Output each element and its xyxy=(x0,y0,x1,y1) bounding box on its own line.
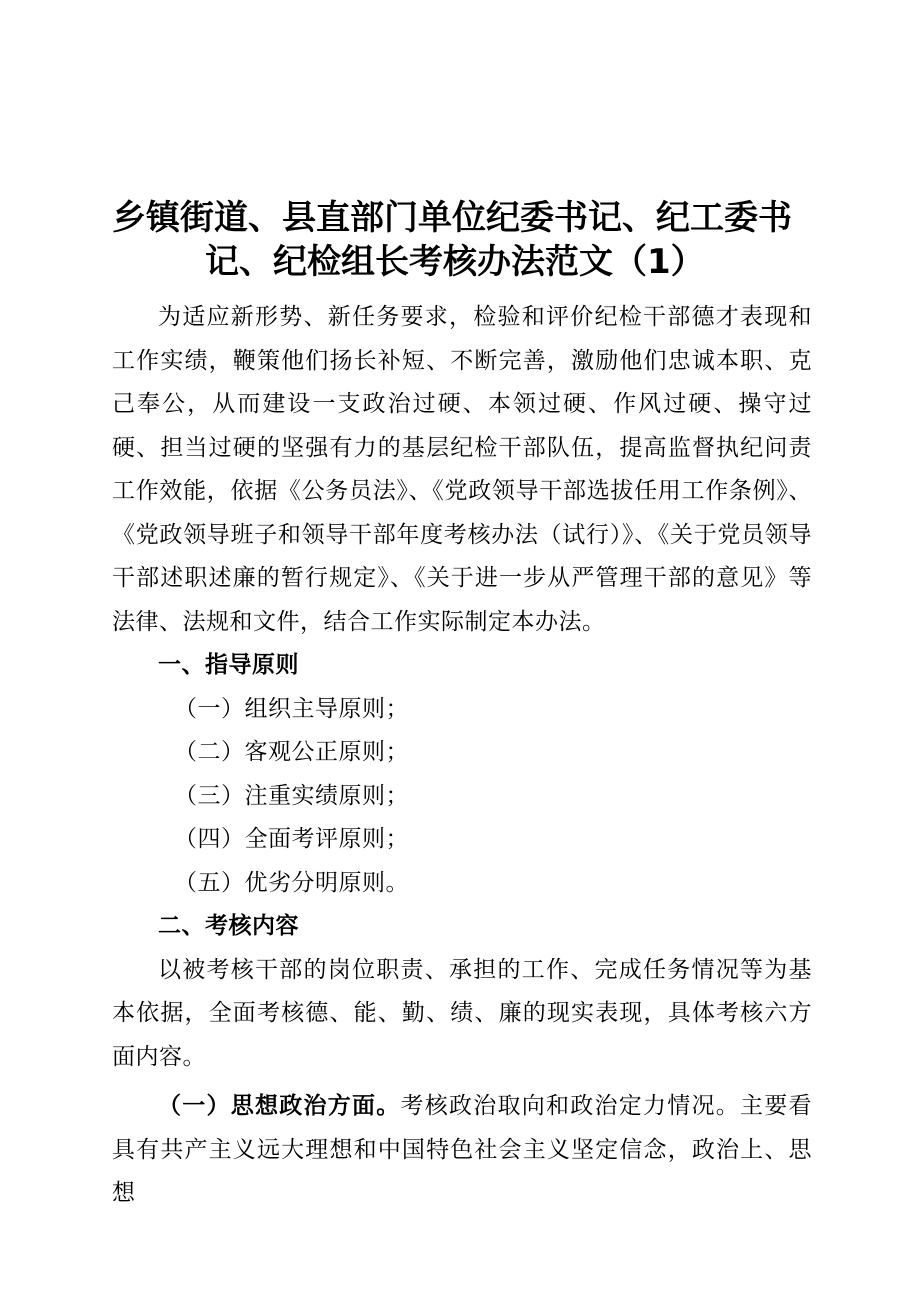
principle-item: （五）优劣分明原则。 xyxy=(174,869,409,896)
section-heading-guiding-principles: 一、指导原则 xyxy=(158,652,299,678)
section-heading-assessment-content: 二、考核内容 xyxy=(158,913,299,939)
political-aspect-lead: （一）思想政治方面。 xyxy=(158,1093,401,1119)
principle-item: （四）全面考评原则； xyxy=(174,826,409,852)
document-title-line-1: 乡镇街道、县直部门单位纪委书记、纪工委书 xyxy=(112,198,792,238)
intro-paragraph: 为适应新形势、新任务要求，检验和评价纪检干部德才表现和工作实绩，鞭策他们扬长补短、不断完善，激励他们忠诚本职、克己奉公，从而建设一支政治过硬、本领过硬、作风过硬、操守过硬、担当过硬的坚强有力的基层纪检干部队伍，提高监督执纪问责工作效能，依据《公务员法》、《党政领导干部选拔任用工作条例》、《党政领导班子和领导干部年度考核办法（试行）》、《关于党员领导干部述职述廉的暂行规定》、《关于进一步从严管理干部的意见》等法律、法规和文件，结合工作实际制定本办法。 xyxy=(112,304,812,635)
political-aspect-text: 考核政治取向和政治定力情况。主要看具有共产主义远大理想和中国特色社会主义坚定信念，政治上、思想 xyxy=(112,1093,812,1206)
document-title-line-2: 记、纪检组长考核办法范文（1） xyxy=(205,242,705,282)
principle-item: （二）客观公正原则； xyxy=(174,739,409,765)
principle-item: （三）注重实绩原则； xyxy=(174,782,409,809)
political-aspect-paragraph xyxy=(112,1085,812,1216)
principle-item: （一）组织主导原则； xyxy=(174,695,409,722)
document-body xyxy=(112,296,812,1216)
assessment-content-paragraph: 以被考核干部的岗位职责、承担的工作、完成任务情况等为基本依据，全面考核德、能、勤、绩、廉的现实表现，具体考核六方面内容。 xyxy=(112,956,812,1070)
